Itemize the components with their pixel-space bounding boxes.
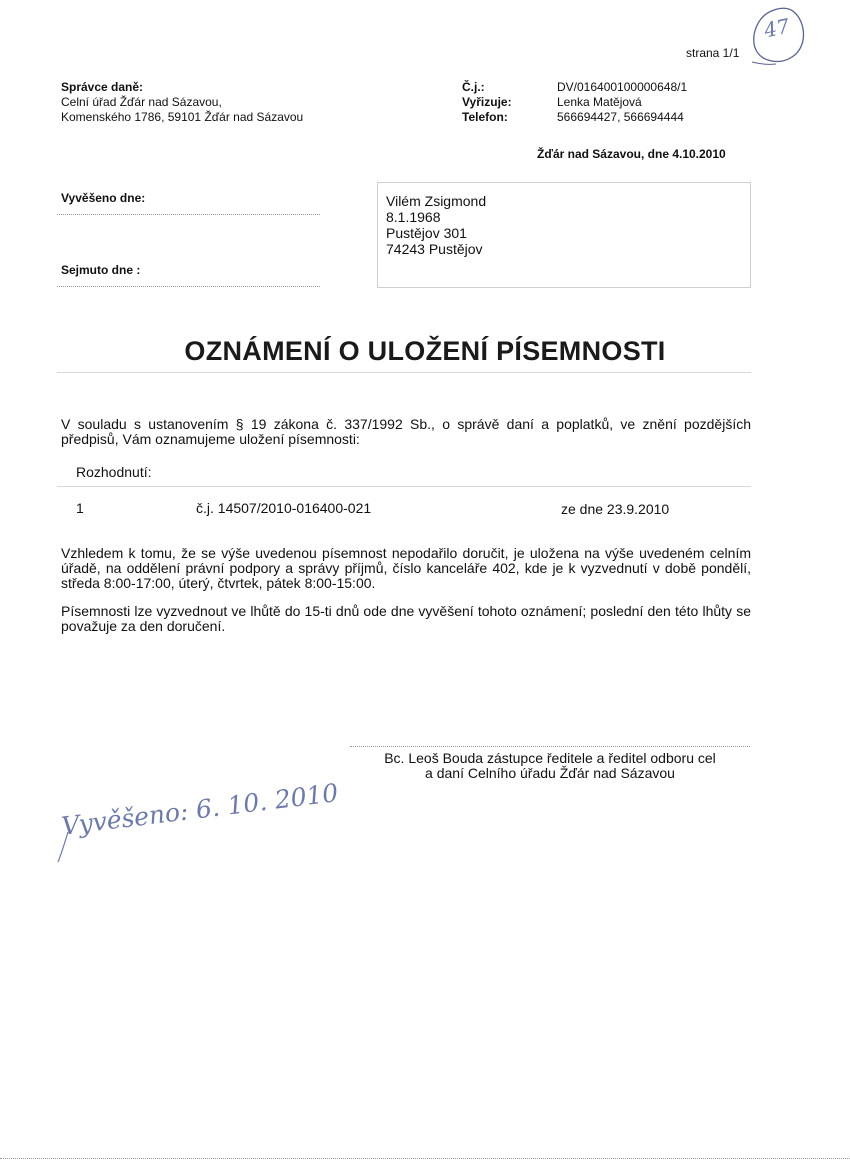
posted-label: Vyvěšeno dne: — [61, 191, 146, 205]
deadline-paragraph: Písemnosti lze vyzvednout ve lhůtě do 15-ti dnů ode dne vyvěšení tohoto oznámení; poslední den této lhůty se považuje za den doručení. — [61, 603, 751, 634]
place-date: Žďár nad Sázavou, dne 4.10.2010 — [537, 147, 726, 161]
handwritten-stroke-icon — [56, 830, 70, 864]
document-date: ze dne 23.9.2010 — [561, 501, 670, 517]
document-title: OZNÁMENÍ O ULOŽENÍ PÍSEMNOSTI — [184, 336, 666, 366]
recipient-street: Pustějov 301 — [386, 225, 467, 241]
storage-paragraph: Vzhledem k tomu, že se výše uvedenou písemnost nepodařilo doručit, je uložena na výše uvedeném celním úřadě, na oddělení právní podpory a správy příjmů, číslo kanceláře 402, kde je k vyzvednutí v době pondělí, středa 8:00-17:00, úterý, čtvrtek, pátek 8:00-15:00. — [61, 545, 751, 591]
signature-line1: Bc. Leoš Bouda zástupce ředitele a ředitel odboru cel — [384, 750, 716, 766]
stamp-number: 47 — [761, 13, 792, 43]
document-rule — [57, 486, 751, 487]
handler-label: Vyřizuje: — [462, 95, 512, 109]
removed-line — [57, 286, 320, 287]
handwritten-posted-note: Vyvěšeno: 6. 10. 2010 — [60, 778, 340, 841]
title-rule — [57, 372, 751, 373]
posted-line — [57, 214, 320, 215]
cj-value: DV/016400100000648/1 — [557, 80, 688, 94]
cj-label: Č.j.: — [462, 80, 485, 94]
document-cj: č.j. 14507/2010-016400-021 — [196, 500, 372, 516]
intro-paragraph: V souladu s ustanovením § 19 zákona č. 337/1992 Sb., o správě daní a poplatků, ve znění pozdějších předpisů, Vám oznamujeme uložení písemnosti: — [61, 416, 751, 447]
document-type: Rozhodnutí: — [76, 464, 152, 480]
document-number: 1 — [76, 500, 84, 516]
removed-label: Sejmuto dne : — [61, 263, 141, 277]
phone-value: 566694427, 566694444 — [557, 110, 684, 124]
authority-heading: Správce daně: — [61, 80, 144, 94]
phone-label: Telefon: — [462, 110, 508, 124]
authority-line1: Celní úřad Žďár nad Sázavou, — [61, 95, 222, 109]
scan-edge — [0, 1158, 850, 1159]
recipient-name: Vilém Zsigmond — [386, 193, 487, 209]
signature-line2: a daní Celního úřadu Žďár nad Sázavou — [425, 765, 675, 781]
signature-line — [350, 746, 750, 747]
recipient-city: 74243 Pustějov — [386, 241, 483, 257]
page-number: strana 1/1 — [686, 46, 740, 60]
handler-value: Lenka Matějová — [557, 95, 642, 109]
recipient-birth: 8.1.1968 — [386, 209, 441, 225]
authority-line2: Komenského 1786, 59101 Žďár nad Sázavou — [61, 110, 304, 124]
